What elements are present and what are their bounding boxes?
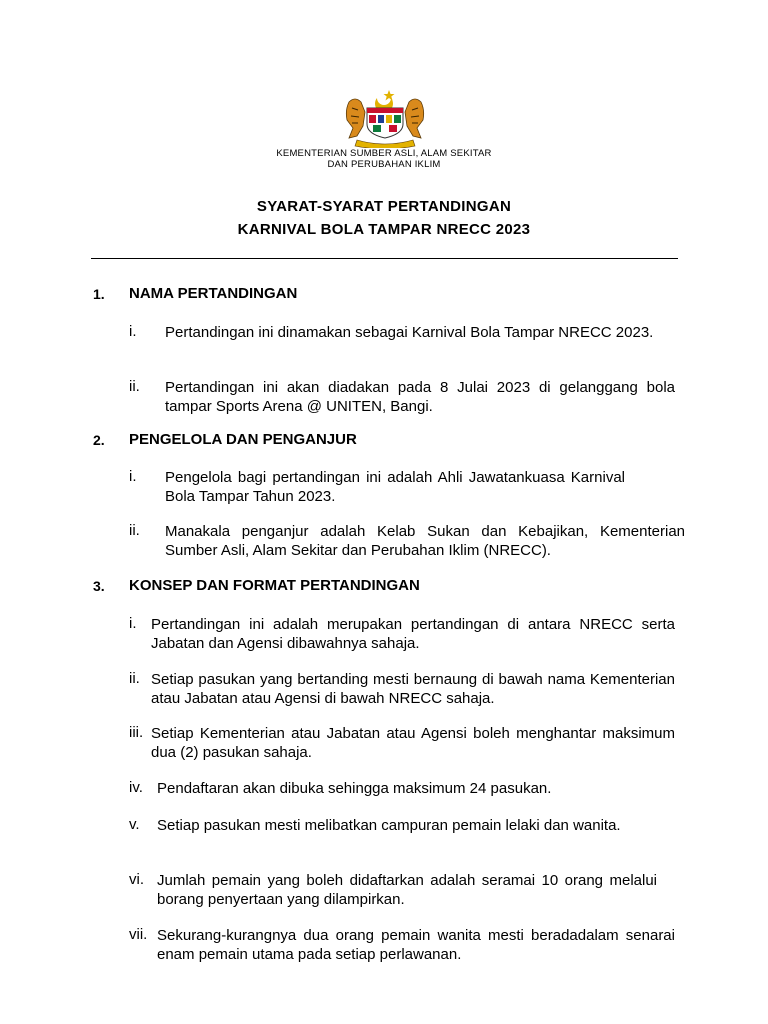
section-number: 3. [93,578,105,594]
section-number: 1. [93,286,105,302]
item-text: Setiap Kementerian atau Jabatan atau Agensi boleh menghantar maksimum dua (2) pasukan sahaja. [151,725,675,761]
item-text: Setiap pasukan yang bertanding mesti bernaung di bawah nama Kementerian atau Jabatan atau Agensi di bawah NRECC sahaja. [151,671,675,707]
ministry-name-line-2: DAN PERUBAHAN IKLIM [327,159,441,170]
item-text: Pertandingan ini akan diadakan pada 8 Julai 2023 di gelanggang bola tampar Sports Arena @ UNITEN, Bangi. [165,379,675,415]
item-number: iv. [129,779,143,796]
item-number: vi. [129,871,144,888]
item-number: ii. [129,522,140,539]
item-text: Setiap pasukan mesti melibatkan campuran pemain lelaki dan wanita. [157,817,621,834]
ministry-name-line-1: KEMENTERIAN SUMBER ASLI, ALAM SEKITAR [276,148,492,159]
document-title-line-2: KARNIVAL BOLA TAMPAR NRECC 2023 [237,221,531,238]
section-title: KONSEP DAN FORMAT PERTANDINGAN [129,577,420,594]
item-number: iii. [129,724,144,741]
section-title: NAMA PERTANDINGAN [129,285,298,302]
item-text: Jumlah pemain yang boleh didaftarkan adalah seramai 10 orang melalui borang penyertaan yang dilampirkan. [157,872,657,908]
item-text: Sekurang-kurangnya dua orang pemain wanita mesti beradadalam senarai enam pemain utama pada setiap perlawanan. [157,927,675,963]
item-number: ii. [129,670,140,687]
section-title: PENGELOLA DAN PENGANJUR [129,431,357,448]
document-title-line-1: SYARAT-SYARAT PERTANDINGAN [256,198,512,215]
item-text: Pertandingan ini adalah merupakan pertandingan di antara NRECC serta Jabatan dan Agensi dibawahnya sahaja. [151,616,675,652]
item-text: Pendaftaran akan dibuka sehingga maksimum 24 pasukan. [157,780,552,797]
item-text: Pengelola bagi pertandingan ini adalah Ahli Jawatankuasa Karnival Bola Tampar Tahun 2023. [165,469,625,505]
item-text: Manakala penganjur adalah Kelab Sukan dan Kebajikan, Kementerian Sumber Asli, Alam Sekitar dan Perubahan Iklim (NRECC). [165,523,685,559]
item-number: i. [129,615,137,632]
item-number: ii. [129,378,140,395]
item-text: Pertandingan ini dinamakan sebagai Karnival Bola Tampar NRECC 2023. [165,324,654,341]
item-number: i. [129,468,137,485]
item-number: i. [129,323,137,340]
item-number: vii. [129,926,148,943]
item-number: v. [129,816,140,833]
malaysia-coat-of-arms-icon [343,88,427,148]
header-divider [91,258,678,259]
section-number: 2. [93,432,105,448]
